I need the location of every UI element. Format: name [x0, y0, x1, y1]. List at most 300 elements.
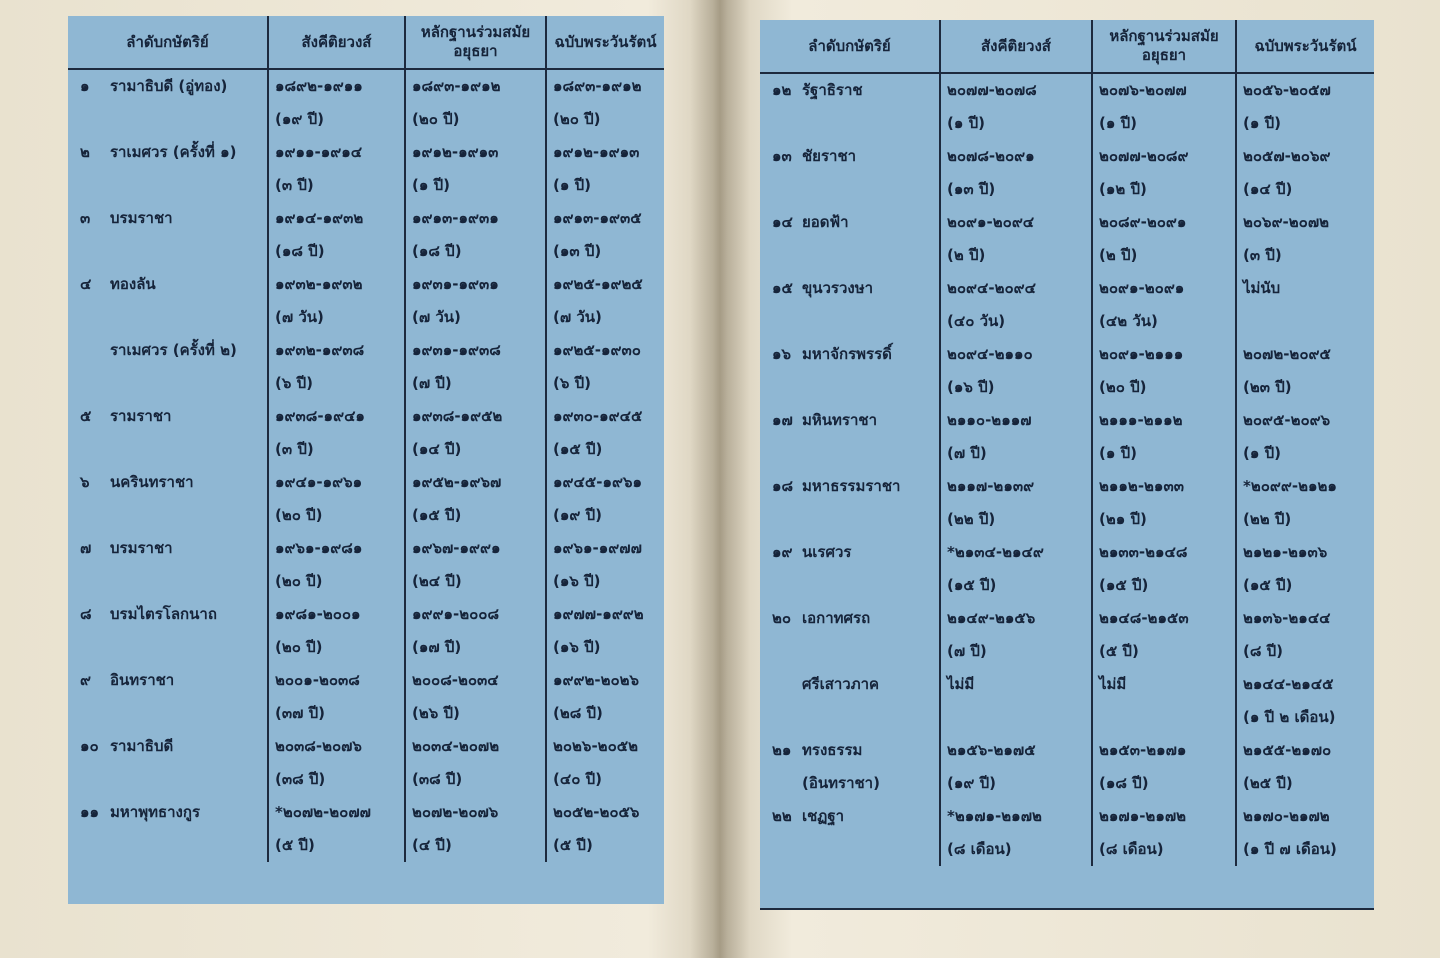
wanarat-cell	[1236, 140, 1374, 206]
wanarat-cell	[1236, 272, 1374, 338]
table-row	[68, 730, 664, 796]
table-row	[68, 69, 664, 136]
lakthan-cell	[405, 202, 546, 268]
wanarat-years: ๑๙๒๕-๑๙๓๐	[553, 341, 641, 359]
king-name-line	[80, 532, 261, 565]
table-row	[760, 668, 1374, 734]
lakthan-cell	[405, 796, 546, 862]
king-number: ๑๘	[772, 477, 794, 495]
king-name-cell	[68, 598, 268, 664]
lakthan-duration: (๑๗ ปี)	[412, 638, 462, 656]
sangkhiti-cell	[940, 73, 1092, 140]
king-number: ๑	[80, 77, 90, 95]
lakthan-years: ๒๑๑๒-๒๑๓๓	[1099, 477, 1184, 495]
king-name-line	[80, 268, 261, 301]
wanarat-cell	[1236, 206, 1374, 272]
king-number: ๙	[80, 671, 91, 689]
sangkhiti-cell	[940, 206, 1092, 272]
king-number: ๖	[80, 473, 90, 491]
sangkhiti-duration: (๒๐ ปี)	[275, 638, 323, 656]
wanarat-duration: (๑ ปี ๗ เดือน)	[1243, 840, 1337, 858]
wanarat-duration: (๖ ปี)	[553, 374, 591, 392]
king-number: ๑๔	[772, 213, 793, 231]
lakthan-duration: (๘ เดือน)	[1099, 840, 1164, 858]
king-name-subline	[772, 569, 933, 602]
sangkhiti-years: ๑๙๔๑-๑๙๖๑	[275, 473, 363, 491]
wanarat-years: ๒๐๗๒-๒๐๙๕	[1243, 345, 1331, 363]
king-name-cell	[68, 796, 268, 862]
sangkhiti-years: ๑๙๓๒-๑๙๓๒	[275, 275, 363, 293]
wanarat-years: ๑๘๙๓-๑๙๑๒	[553, 77, 642, 95]
lakthan-duration: (๑๔ ปี)	[412, 440, 462, 458]
wanarat-years: ๒๑๓๖-๒๑๔๔	[1243, 609, 1331, 627]
sangkhiti-years: ๒๑๔๙-๒๑๕๖	[947, 609, 1036, 627]
lakthan-years: ๑๙๕๒-๑๙๖๗	[412, 473, 502, 491]
king-name-line	[772, 206, 933, 239]
sangkhiti-duration: (๑ ปี)	[947, 114, 985, 132]
lakthan-duration: (๑๕ ปี)	[412, 506, 462, 524]
king-name-line	[772, 668, 933, 701]
lakthan-duration: (๑๘ ปี)	[1099, 774, 1149, 792]
sangkhiti-duration: (๑๙ ปี)	[275, 110, 324, 128]
sangkhiti-cell	[268, 532, 405, 598]
king-name: ทองลัน	[110, 275, 156, 293]
sangkhiti-years: ๒๐๐๑-๒๐๓๘	[275, 671, 360, 689]
king-name: ชัยราชา	[802, 147, 857, 165]
king-name: ราเมศวร (ครั้งที่ ๑)	[110, 143, 237, 161]
lakthan-duration: (๔๒ วัน)	[1099, 312, 1158, 330]
lakthan-duration: (๑๕ ปี)	[1099, 576, 1149, 594]
lakthan-duration: (๒ ปี)	[1099, 246, 1138, 264]
king-name-cell	[760, 602, 940, 668]
king-name-subline	[772, 107, 933, 140]
lakthan-cell	[405, 400, 546, 466]
king-name-subline	[772, 239, 933, 272]
wanarat-duration: (๑ ปี)	[1243, 114, 1281, 132]
lakthan-years: ๑๘๙๓-๑๙๑๒	[412, 77, 501, 95]
wanarat-cell	[546, 532, 664, 598]
wanarat-years: ๒๑๔๔-๒๑๔๕	[1243, 675, 1334, 693]
lakthan-cell	[1092, 140, 1236, 206]
king-name-cell	[68, 334, 268, 400]
king-name-line	[80, 730, 261, 763]
sangkhiti-years: ไม่มี	[947, 675, 975, 693]
wanarat-duration: (๑๖ ปี)	[553, 572, 601, 590]
king-name-line	[80, 136, 261, 169]
left-page-table	[68, 16, 664, 904]
header-sangkhiti: สังคีติยวงส์	[268, 16, 405, 69]
lakthan-years: ๑๙๙๑-๒๐๐๘	[412, 605, 500, 623]
king-name-subline	[80, 235, 261, 268]
king-number: ๓	[80, 209, 91, 227]
king-name-subline	[80, 565, 261, 598]
king-name: ทรงธรรม	[802, 741, 863, 759]
king-name-line	[80, 334, 261, 367]
king-number: ๘	[80, 605, 92, 623]
lakthan-duration: (๑๒ ปี)	[1099, 180, 1147, 198]
king-name: มหาจักรพรรดิ์	[802, 345, 892, 363]
sangkhiti-years: ๑๙๓๘-๑๙๔๑	[275, 407, 365, 425]
lakthan-years: ๒๐๙๑-๒๑๑๑	[1099, 345, 1184, 363]
king-name-line	[772, 602, 933, 635]
king-name-cell	[68, 400, 268, 466]
sangkhiti-years: ๑๙๘๑-๒๐๐๑	[275, 605, 361, 623]
wanarat-duration	[1243, 305, 1368, 338]
wanarat-duration: (๘ ปี)	[1243, 642, 1284, 660]
lakthan-years: ๒๑๗๑-๒๑๗๒	[1099, 807, 1187, 825]
wanarat-years: ๒๑๗๐-๒๑๗๒	[1243, 807, 1330, 825]
lakthan-duration: (๑ ปี)	[412, 176, 450, 194]
wanarat-duration: (๑๔ ปี)	[1243, 180, 1293, 198]
table-row	[760, 734, 1374, 800]
wanarat-cell	[1236, 668, 1374, 734]
wanarat-years: *๒๐๙๙-๒๑๒๑	[1243, 477, 1337, 495]
sangkhiti-cell	[268, 664, 405, 730]
lakthan-cell	[1092, 206, 1236, 272]
header-lakthan: หลักฐานร่วมสมัย อยุธยา	[1092, 20, 1236, 73]
king-name-line	[772, 536, 933, 569]
kings-table-right	[760, 20, 1374, 866]
sangkhiti-duration: (๓๗ ปี)	[275, 704, 325, 722]
king-name-subline	[80, 367, 261, 400]
wanarat-years: ๒๐๕๗-๒๐๖๙	[1243, 147, 1331, 165]
lakthan-years: ๒๐๗๗-๒๐๘๙	[1099, 147, 1189, 165]
wanarat-duration: (๒๘ ปี)	[553, 704, 603, 722]
lakthan-years: ๒๐๘๙-๒๐๙๑	[1099, 213, 1187, 231]
sangkhiti-years: *๒๑๗๑-๒๑๗๒	[947, 807, 1042, 825]
king-name-line	[772, 404, 933, 437]
king-name-subline	[772, 173, 933, 206]
king-number: ๑๕	[772, 279, 793, 297]
wanarat-cell	[1236, 404, 1374, 470]
king-name-subline	[80, 631, 261, 664]
sangkhiti-duration: (๔๐ วัน)	[947, 312, 1006, 330]
lakthan-duration: (๒๔ ปี)	[412, 572, 462, 590]
king-name-subline	[772, 371, 933, 404]
king-number: ๒๒	[772, 807, 792, 825]
lakthan-years: ๒๑๑๑-๒๑๑๒	[1099, 411, 1183, 429]
sangkhiti-duration: (๑๕ ปี)	[947, 576, 997, 594]
sangkhiti-years: ๒๐๙๔-๒๐๙๔	[947, 279, 1036, 297]
sangkhiti-cell	[940, 668, 1092, 734]
king-name: รัฐาธิราช	[802, 81, 863, 99]
king-number: ๒๐	[772, 609, 792, 627]
wanarat-duration: (๑๓ ปี)	[553, 242, 602, 260]
lakthan-cell	[405, 532, 546, 598]
sangkhiti-years: ๒๑๕๖-๒๑๗๕	[947, 741, 1036, 759]
wanarat-duration: (๒๒ ปี)	[1243, 510, 1292, 528]
header-order: ลำดับกษัตริย์	[760, 20, 940, 73]
king-name-subline	[80, 829, 261, 862]
lakthan-cell	[405, 664, 546, 730]
wanarat-cell	[546, 466, 664, 532]
header-sangkhiti: สังคีติยวงส์	[940, 20, 1092, 73]
king-number: ๑๑	[80, 803, 100, 821]
lakthan-duration: (๒๐ ปี)	[412, 110, 460, 128]
lakthan-duration: (๒๐ ปี)	[1099, 378, 1147, 396]
sangkhiti-years: ๒๑๑๐-๒๑๑๗	[947, 411, 1032, 429]
table-header-row	[760, 20, 1374, 73]
lakthan-years: ๑๙๑๒-๑๙๑๓	[412, 143, 499, 161]
sangkhiti-cell	[940, 602, 1092, 668]
king-name-subline	[80, 763, 261, 796]
wanarat-duration: (๑ ปี)	[553, 176, 591, 194]
wanarat-duration: (๓ ปี)	[1243, 246, 1282, 264]
lakthan-cell	[405, 730, 546, 796]
sangkhiti-cell	[268, 268, 405, 334]
table-row	[68, 532, 664, 598]
table-row	[68, 796, 664, 862]
king-name-cell	[760, 206, 940, 272]
king-name-cell	[68, 69, 268, 136]
sangkhiti-cell	[940, 140, 1092, 206]
table-row	[68, 202, 664, 268]
table-row	[760, 404, 1374, 470]
king-name-subline	[772, 437, 933, 470]
wanarat-duration: (๑๕ ปี)	[553, 440, 603, 458]
sangkhiti-duration: (๑๖ ปี)	[947, 378, 995, 396]
lakthan-years: ๒๐๐๘-๒๐๓๔	[412, 671, 499, 689]
wanarat-duration: (๔๐ ปี)	[553, 770, 602, 788]
lakthan-cell	[1092, 536, 1236, 602]
king-name: มหาธรรมราชา	[802, 477, 901, 495]
table-row	[68, 664, 664, 730]
sangkhiti-cell	[268, 466, 405, 532]
king-name: รามราชา	[110, 407, 172, 425]
king-name-subline	[80, 499, 261, 532]
king-name-subline: (อินทราชา)	[802, 774, 880, 792]
wanarat-cell	[546, 69, 664, 136]
king-name-subline	[772, 305, 933, 338]
sangkhiti-duration: (๘ เดือน)	[947, 840, 1012, 858]
lakthan-duration: (๑ ปี)	[1099, 114, 1137, 132]
king-name-cell	[68, 136, 268, 202]
king-name: อินทราชา	[110, 671, 175, 689]
king-name-cell	[760, 338, 940, 404]
king-number: ๔	[80, 275, 92, 293]
king-name: เชฏฐา	[802, 807, 845, 825]
king-name-subline	[772, 635, 933, 668]
sangkhiti-years: *๒๑๓๔-๒๑๔๙	[947, 543, 1044, 561]
sangkhiti-years: ๒๐๓๘-๒๐๗๖	[275, 737, 362, 755]
wanarat-duration: (๑๙ ปี)	[553, 506, 602, 524]
wanarat-duration: (๒๓ ปี)	[1243, 378, 1292, 396]
king-name: ขุนวรวงษา	[802, 279, 874, 297]
lakthan-years: ๑๙๓๑-๑๙๓๘	[412, 341, 501, 359]
king-name-subline	[772, 701, 933, 734]
wanarat-cell	[546, 796, 664, 862]
wanarat-cell	[1236, 602, 1374, 668]
king-name: รามาธิบดี (อู่ทอง)	[110, 77, 228, 95]
lakthan-cell	[405, 598, 546, 664]
king-number: ๗	[80, 539, 92, 557]
wanarat-years: ๑๙๑๓-๑๙๓๕	[553, 209, 642, 227]
sangkhiti-cell	[940, 404, 1092, 470]
lakthan-years: ๑๙๓๘-๑๙๕๒	[412, 407, 503, 425]
sangkhiti-duration: (๗ ปี)	[947, 642, 987, 660]
table-bottom-rule	[760, 908, 1374, 910]
sangkhiti-duration: (๑๘ ปี)	[275, 242, 325, 260]
sangkhiti-cell	[268, 400, 405, 466]
king-name: นครินทราชา	[110, 473, 194, 491]
table-row	[760, 206, 1374, 272]
lakthan-duration: (๔ ปี)	[412, 836, 452, 854]
king-name-line	[80, 202, 261, 235]
king-name-subline	[80, 433, 261, 466]
king-name-subline	[80, 301, 261, 334]
wanarat-duration: (๒๐ ปี)	[553, 110, 601, 128]
table-row	[760, 338, 1374, 404]
table-row	[760, 272, 1374, 338]
lakthan-duration: (๑ ปี)	[1099, 444, 1137, 462]
sangkhiti-years: ๑๙๖๑-๑๙๘๑	[275, 539, 363, 557]
wanarat-cell	[1236, 536, 1374, 602]
wanarat-duration: (๑ ปี)	[1243, 444, 1281, 462]
king-name-cell	[68, 532, 268, 598]
king-name-cell	[760, 470, 940, 536]
king-number: ๑๙	[772, 543, 793, 561]
header-wanarat: ฉบับพระวันรัตน์	[1236, 20, 1374, 73]
sangkhiti-years: ๑๘๙๒-๑๙๑๑	[275, 77, 363, 95]
table-header-row	[68, 16, 664, 69]
wanarat-years: ๒๐๒๖-๒๐๕๒	[553, 737, 638, 755]
table-row	[760, 800, 1374, 866]
king-name-cell	[68, 466, 268, 532]
table-row	[68, 598, 664, 664]
header-lakthan: หลักฐานร่วมสมัย อยุธยา	[405, 16, 546, 69]
lakthan-years: ๒๐๙๑-๒๐๙๑	[1099, 279, 1185, 297]
table-row	[68, 268, 664, 334]
sangkhiti-cell	[940, 536, 1092, 602]
king-name: ศรีเสาวภาค	[802, 675, 880, 693]
wanarat-years: ๒๐๕๖-๒๐๕๗	[1243, 81, 1331, 99]
king-number: ๕	[80, 407, 92, 425]
sangkhiti-duration: (๒ ปี)	[947, 246, 986, 264]
lakthan-years: ๑๙๑๓-๑๙๓๑	[412, 209, 499, 227]
sangkhiti-duration: (๑๙ ปี)	[947, 774, 996, 792]
wanarat-cell	[546, 730, 664, 796]
lakthan-cell	[1092, 272, 1236, 338]
lakthan-cell	[1092, 668, 1236, 734]
sangkhiti-years: ๒๐๙๑-๒๐๙๔	[947, 213, 1035, 231]
right-page-table	[760, 20, 1374, 910]
sangkhiti-duration: (๗ วัน)	[275, 308, 324, 326]
king-name-line	[772, 734, 933, 767]
sangkhiti-duration: (๑๓ ปี)	[947, 180, 996, 198]
wanarat-cell	[546, 268, 664, 334]
sangkhiti-cell	[268, 334, 405, 400]
sangkhiti-years: ๒๑๑๗-๒๑๓๙	[947, 477, 1035, 495]
sangkhiti-cell	[940, 470, 1092, 536]
king-name-line	[772, 74, 933, 107]
king-name-subline	[80, 697, 261, 730]
king-name-subline	[80, 169, 261, 202]
king-number: ๑๖	[772, 345, 792, 363]
table-row	[68, 400, 664, 466]
sangkhiti-cell	[940, 338, 1092, 404]
wanarat-cell	[546, 598, 664, 664]
king-name-cell	[68, 730, 268, 796]
lakthan-cell	[1092, 404, 1236, 470]
wanarat-years: ๑๙๖๑-๑๙๗๗	[553, 539, 642, 557]
king-name-line	[772, 140, 933, 173]
sangkhiti-cell	[268, 69, 405, 136]
king-name-subline	[80, 103, 261, 136]
wanarat-years: ๒๐๙๕-๒๐๙๖	[1243, 411, 1331, 429]
king-name: ยอดฟ้า	[802, 213, 849, 231]
lakthan-years: ไม่มี	[1099, 675, 1127, 693]
lakthan-duration	[1099, 701, 1229, 734]
wanarat-years: ๑๙๑๒-๑๙๑๓	[553, 143, 640, 161]
wanarat-cell	[546, 202, 664, 268]
sangkhiti-duration: (๓๘ ปี)	[275, 770, 326, 788]
wanarat-duration: (๒๕ ปี)	[1243, 774, 1293, 792]
sangkhiti-cell	[940, 272, 1092, 338]
lakthan-cell	[1092, 73, 1236, 140]
lakthan-duration: (๑๘ ปี)	[412, 242, 462, 260]
wanarat-years: ๒๑๒๑-๒๑๓๖	[1243, 543, 1328, 561]
sangkhiti-duration: (๓ ปี)	[275, 176, 314, 194]
wanarat-cell	[1236, 800, 1374, 866]
wanarat-years: ๑๙๗๗-๑๙๙๒	[553, 605, 644, 623]
wanarat-duration: (๕ ปี)	[553, 836, 593, 854]
sangkhiti-duration: (๒๐ ปี)	[275, 506, 323, 524]
wanarat-years: ๑๙๓๐-๑๙๔๕	[553, 407, 643, 425]
wanarat-cell	[546, 664, 664, 730]
table-row	[760, 73, 1374, 140]
gutter-shadow	[690, 0, 750, 958]
sangkhiti-cell	[268, 202, 405, 268]
table-row	[68, 466, 664, 532]
lakthan-duration: (๗ ปี)	[412, 374, 452, 392]
wanarat-duration: (๑๕ ปี)	[1243, 576, 1293, 594]
king-name-line	[80, 598, 261, 631]
sangkhiti-years: ๑๙๑๑-๑๙๑๔	[275, 143, 363, 161]
lakthan-cell	[405, 334, 546, 400]
sangkhiti-cell	[940, 800, 1092, 866]
king-name-line	[80, 70, 261, 103]
king-name-cell	[760, 404, 940, 470]
sangkhiti-cell	[268, 598, 405, 664]
table-row	[760, 140, 1374, 206]
king-name: มหินทราชา	[802, 411, 877, 429]
lakthan-cell	[405, 268, 546, 334]
header-order: ลำดับกษัตริย์	[68, 16, 268, 69]
king-name-line	[80, 400, 261, 433]
lakthan-cell	[1092, 734, 1236, 800]
wanarat-cell	[1236, 470, 1374, 536]
table-row	[760, 602, 1374, 668]
king-name-line	[80, 664, 261, 697]
king-name-line	[80, 796, 261, 829]
sangkhiti-years: ๒๐๗๗-๒๐๗๘	[947, 81, 1037, 99]
sangkhiti-cell	[268, 730, 405, 796]
king-number: ๑๓	[772, 147, 792, 165]
sangkhiti-cell	[940, 734, 1092, 800]
lakthan-cell	[1092, 800, 1236, 866]
king-name-cell	[760, 800, 940, 866]
sangkhiti-years: *๒๐๗๒-๒๐๗๗	[275, 803, 371, 821]
lakthan-duration: (๕ ปี)	[1099, 642, 1139, 660]
sangkhiti-years: ๑๙๓๒-๑๙๓๘	[275, 341, 365, 359]
sangkhiti-years: ๑๙๑๔-๑๙๓๒	[275, 209, 364, 227]
wanarat-years: ๑๙๒๕-๑๙๒๕	[553, 275, 643, 293]
lakthan-cell	[405, 136, 546, 202]
king-name-cell	[760, 73, 940, 140]
king-name: มหาพุทธางกูร	[110, 803, 201, 821]
table-row	[760, 536, 1374, 602]
wanarat-cell	[1236, 338, 1374, 404]
